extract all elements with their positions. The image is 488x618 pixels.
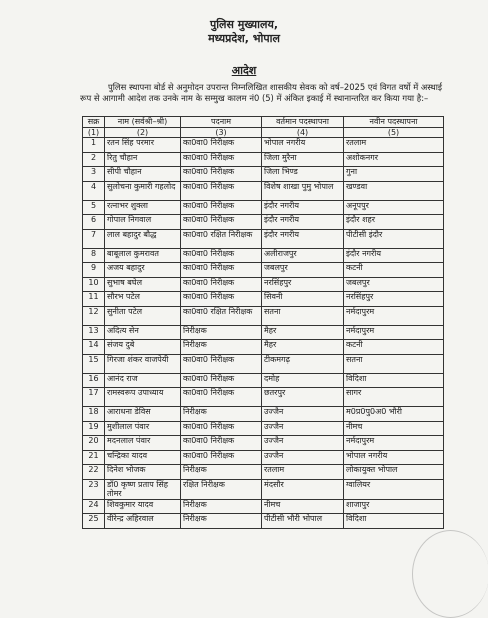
serial-cell: 9 [83,263,105,278]
serial-cell: 19 [83,421,105,436]
new-posting-cell: ग्वालियर [344,479,444,499]
current-posting-cell: मैहर [262,325,344,340]
post-cell: का0वा0 निरीक्षक [181,200,262,215]
serial-cell: 14 [83,340,105,355]
transfer-table [82,116,444,529]
table-row [83,167,444,182]
col-index: (1) [83,127,105,138]
current-posting-cell: सिवनी [262,292,344,307]
table-row [83,138,444,153]
current-posting-cell: नरसिंहपुर [262,277,344,292]
name-cell: अजय बहादुर [105,263,181,278]
serial-cell: 1 [83,138,105,153]
serial-cell: 20 [83,436,105,451]
name-cell: सुभाष बघेल [105,277,181,292]
serial-cell: 16 [83,373,105,388]
serial-cell: 23 [83,479,105,499]
table-row [83,407,444,422]
col-index: (4) [262,127,344,138]
new-posting-cell: इंदौर नगरीय [344,248,444,263]
new-posting-cell: नीमच [344,421,444,436]
new-posting-cell: सतना [344,354,444,373]
col-index: (2) [105,127,181,138]
new-posting-cell: कटनी [344,263,444,278]
header-post: पदनाम [181,117,262,128]
table-row [83,436,444,451]
new-posting-cell: नरसिंहपुर [344,292,444,307]
post-cell: का0वा0 निरीक्षक [181,388,262,407]
post-cell: का0वा0 निरीक्षक [181,263,262,278]
table-row [83,215,444,230]
current-posting-cell: नीमच [262,499,344,514]
table-row [83,306,444,325]
name-cell: सुलोचना कुमारी गहलोद [105,181,181,200]
post-cell: निरीक्षक [181,465,262,480]
new-posting-cell: लोकायुक्त भोपाल [344,465,444,480]
serial-cell: 8 [83,248,105,263]
table-row [83,181,444,200]
table-row [83,465,444,480]
serial-cell: 21 [83,450,105,465]
new-posting-cell: भोपाल नगरीय [344,450,444,465]
serial-cell: 15 [83,354,105,373]
serial-cell: 10 [83,277,105,292]
serial-cell: 5 [83,200,105,215]
current-posting-cell: अलीराजपुर [262,248,344,263]
current-posting-cell: उज्जैन [262,421,344,436]
header-new: नवीन पदस्थापना [344,117,444,128]
serial-cell: 11 [83,292,105,307]
current-posting-cell: मंदसौर [262,479,344,499]
current-posting-cell: सतना [262,306,344,325]
new-posting-cell: पीटीसी इंदौर [344,229,444,248]
table-row [83,421,444,436]
post-cell: का0वा0 निरीक्षक [181,373,262,388]
name-cell: संजय दुबे [105,340,181,355]
serial-cell: 6 [83,215,105,230]
name-cell: मदनलाल पंवार [105,436,181,451]
table-row [83,514,444,529]
header-name: नाम (सर्वश्री–श्री) [105,117,181,128]
post-cell: निरीक्षक [181,325,262,340]
name-cell: मुशीलाल पंवार [105,421,181,436]
table-row [83,248,444,263]
serial-cell: 4 [83,181,105,200]
table-row [83,499,444,514]
serial-cell: 3 [83,167,105,182]
new-posting-cell: शाजापुर [344,499,444,514]
name-cell: लाल बहादुर बौद्ध [105,229,181,248]
table-row [83,200,444,215]
name-cell: आनंद राज [105,373,181,388]
name-cell: रतन सिंह परमार [105,138,181,153]
name-cell: शिवकुमार यादव [105,499,181,514]
serial-cell: 12 [83,306,105,325]
current-posting-cell: उज्जैन [262,407,344,422]
current-posting-cell: जिला भिण्ड [262,167,344,182]
new-posting-cell: खण्डवा [344,181,444,200]
new-posting-cell: नर्मदापुरम [344,325,444,340]
new-posting-cell: इंदौर शहर [344,215,444,230]
col-index: (3) [181,127,262,138]
post-cell: का0वा0 निरीक्षक [181,354,262,373]
current-posting-cell: भोपाल नगरीय [262,138,344,153]
new-posting-cell: अनूपपुर [344,200,444,215]
table-row [83,263,444,278]
post-cell: का0वा0 निरीक्षक [181,248,262,263]
post-cell: का0वा0 रक्षित निरीक्षक [181,229,262,248]
name-cell: अदित्य सेन [105,325,181,340]
name-cell: सीपी चौहान [105,167,181,182]
post-cell: का0वा0 निरीक्षक [181,181,262,200]
new-posting-cell: अशोकनगर [344,152,444,167]
name-cell: रत्नाभर शुक्ला [105,200,181,215]
table-row [83,152,444,167]
serial-cell: 22 [83,465,105,480]
post-cell: का0वा0 रक्षित निरीक्षक [181,306,262,325]
name-cell: आराधना डेविस [105,407,181,422]
post-cell: का0वा0 निरीक्षक [181,436,262,451]
post-cell: का0वा0 निरीक्षक [181,138,262,153]
serial-cell: 17 [83,388,105,407]
current-posting-cell: उज्जैन [262,436,344,451]
current-posting-cell: इंदौर नगरीय [262,229,344,248]
current-posting-cell: विशेष शाखा पुमु भोपाल [262,181,344,200]
header-serial: सक्र [83,117,105,128]
new-posting-cell: नर्मदापुरम [344,436,444,451]
current-posting-cell: उज्जैन [262,450,344,465]
current-posting-cell: टीकमगढ़ [262,354,344,373]
serial-cell: 2 [83,152,105,167]
header-current: वर्तमान पदस्थापना [262,117,344,128]
name-cell: सुनीता पटेल [105,306,181,325]
current-posting-cell: इंदौर नगरीय [262,215,344,230]
name-cell: बाबूलाल कुमरावत [105,248,181,263]
name-cell: दिनेश भोजक [105,465,181,480]
new-posting-cell: कटनी [344,340,444,355]
table-row [83,325,444,340]
name-cell: गोपाल निगवाल [105,215,181,230]
new-posting-cell: विदिशा [344,373,444,388]
post-cell: निरीक्षक [181,340,262,355]
table-row [83,450,444,465]
current-posting-cell: छतरपुर [262,388,344,407]
name-cell: सौरभ पटेल [105,292,181,307]
current-posting-cell: दमोह [262,373,344,388]
serial-cell: 18 [83,407,105,422]
post-cell: का0वा0 निरीक्षक [181,421,262,436]
current-posting-cell: मैहर [262,340,344,355]
table-row [83,292,444,307]
new-posting-cell: विदिशा [344,514,444,529]
name-cell: रामस्वरूप उपाध्याय [105,388,181,407]
table-header-row [83,117,444,128]
post-cell: निरीक्षक [181,514,262,529]
post-cell: निरीक्षक [181,499,262,514]
serial-cell: 13 [83,325,105,340]
current-posting-cell: जबलपुर [262,263,344,278]
name-cell: रितु चौहान [105,152,181,167]
column-index-row [83,127,444,138]
new-posting-cell: सागर [344,388,444,407]
current-posting-cell: पीटीसी भौरी भोपाल [262,514,344,529]
new-posting-cell: नर्मदापुरम [344,306,444,325]
serial-cell: 25 [83,514,105,529]
office-stamp [412,530,488,618]
col-index: (5) [344,127,444,138]
post-cell: निरीक्षक [181,407,262,422]
post-cell: का0वा0 निरीक्षक [181,450,262,465]
post-cell: का0वा0 निरीक्षक [181,277,262,292]
table-body [83,138,444,529]
table-row [83,277,444,292]
name-cell: डॉ0 कृष्ण प्रताप सिंह तोमर [105,479,181,499]
post-cell: का0वा0 निरीक्षक [181,292,262,307]
new-posting-cell: रतलाम [344,138,444,153]
order-intro: पुलिस स्थापना बोर्ड से अनुमोदन उपरान्त निम्नलिखित शासकीय सेवक को वर्ष–2025 एवं विगत वर्षो में अस्थाई रूप से आगामी आदेश तक उनके नाम के सम्मुख कालम नं0 (5) में अंकित इकाई में स्थानान्तरित कर किया गया है:– [80,82,442,104]
current-posting-cell: इंदौर नगरीय [262,200,344,215]
serial-cell: 24 [83,499,105,514]
office-location: मध्यप्रदेश, भोपाल [208,32,280,45]
table-row [83,388,444,407]
post-cell: का0वा0 निरीक्षक [181,167,262,182]
post-cell: का0वा0 निरीक्षक [181,152,262,167]
table-row [83,340,444,355]
name-cell: चन्द्रिका यादव [105,450,181,465]
table-row [83,373,444,388]
post-cell: का0वा0 निरीक्षक [181,215,262,230]
new-posting-cell: जबलपुर [344,277,444,292]
current-posting-cell: रतलाम [262,465,344,480]
table-row [83,479,444,499]
new-posting-cell: म0प्र0पु0अ0 भौरी [344,407,444,422]
new-posting-cell: गुना [344,167,444,182]
serial-cell: 7 [83,229,105,248]
order-title: आदेश [231,64,257,77]
name-cell: गिरजा शंकर वाजपेयी [105,354,181,373]
office-name: पुलिस मुख्यालय, [209,18,279,31]
table-row [83,229,444,248]
post-cell: रक्षित निरीक्षक [181,479,262,499]
name-cell: वीरेन्द्र अहिरवाल [105,514,181,529]
table-row [83,354,444,373]
current-posting-cell: जिला मुरैना [262,152,344,167]
